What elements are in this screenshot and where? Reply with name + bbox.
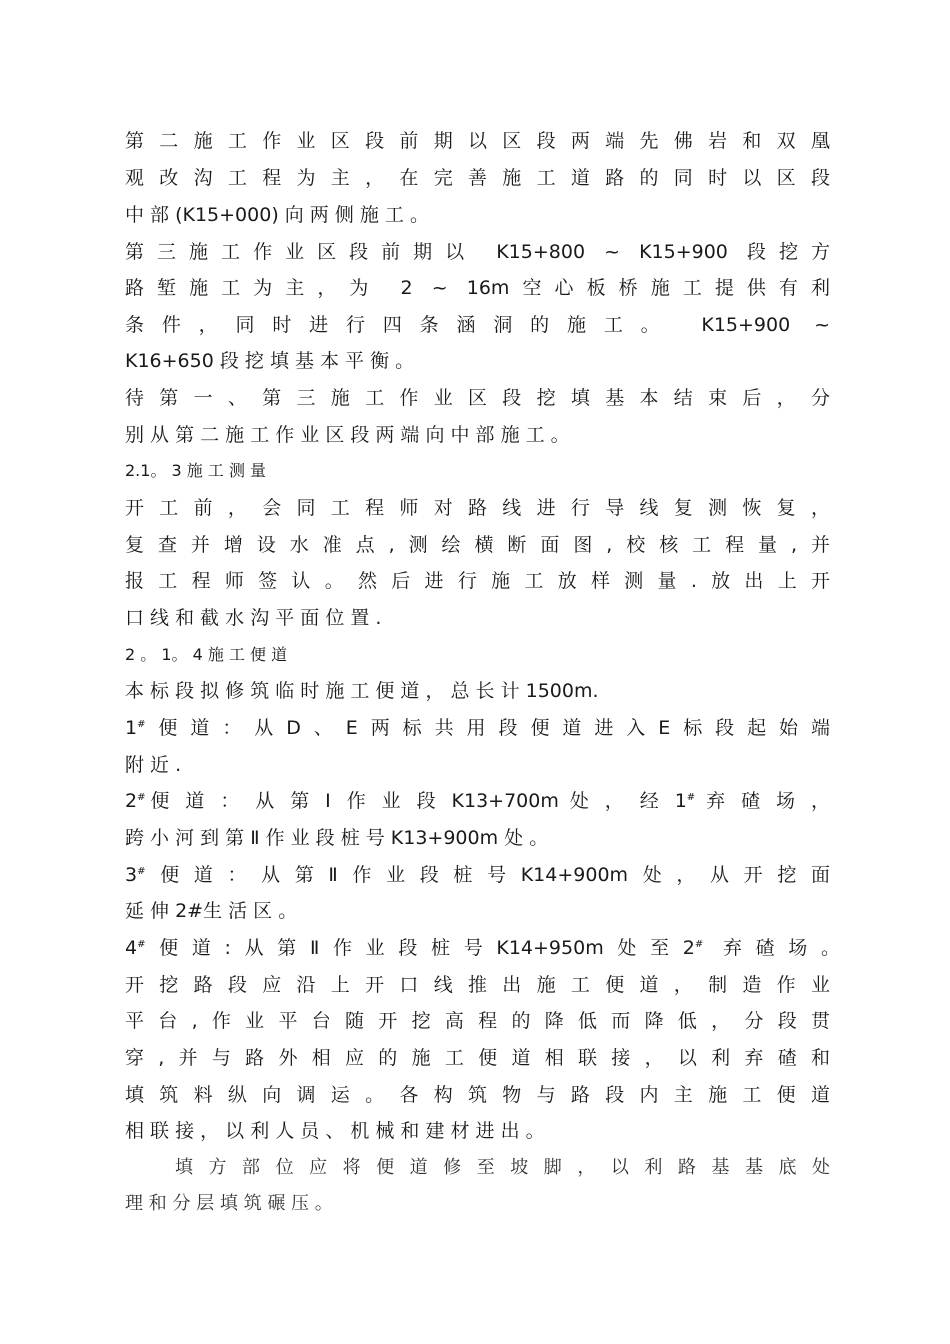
- paragraph-line: [125, 713, 830, 743]
- paragraph-line: 第三施工作业区段前期以 K15+800 ~ K15+900 段挖方: [125, 241, 830, 263]
- road-number: 4: [125, 937, 138, 959]
- paragraph-line: 口 线 和 截 水 沟 平 面 位 置 .: [125, 607, 382, 629]
- section-heading: 2 。 1。 4 施 工 便 道: [125, 645, 288, 664]
- paragraph-line: 开挖路段应沿上开口线推出施工便道，制造作业: [125, 974, 830, 996]
- paragraph-line: 相 联 接 ， 以 利 人 员 、 机 械 和 建 材 进 出 。: [125, 1120, 545, 1142]
- road-number: 3: [125, 864, 138, 886]
- number-sign: #: [137, 866, 146, 877]
- paragraph-line: 报工程师签认。然后进行施工放样测量.放出上开: [125, 570, 830, 592]
- paragraph-line: [125, 786, 830, 816]
- dump-site-number: 2: [682, 937, 695, 959]
- section-heading: 2.1。 3 施 工 测 量: [125, 461, 267, 480]
- paragraph-line: 附 近 .: [125, 754, 182, 776]
- paragraph-line: 条件，同时进行四条涵洞的施工。 K15+900 ~: [125, 314, 830, 336]
- paragraph-line: 路堑施工为主，为 2 ~ 16m空心板桥施工提供有利: [125, 277, 830, 299]
- paragraph-line: K16+650 段 挖 填 基 本 平 衡 。: [125, 350, 415, 372]
- paragraph-line: 填方部位应将便道修至坡脚，以利路基基底处: [175, 1157, 830, 1178]
- line-text: 弃 碴 场 ，: [695, 790, 830, 812]
- road-number: 1: [125, 717, 138, 739]
- paragraph-line: 延 伸 2#生 活 区 。: [125, 900, 298, 922]
- number-sign: #: [137, 719, 146, 730]
- paragraph-line: 平台,作业平台随开挖高程的降低而降低，分段贯: [125, 1010, 830, 1032]
- paragraph-line: 开工前，会同工程师对路线进行导线复测恢复，: [125, 497, 830, 519]
- paragraph-line: 中 部 (K15+000) 向 两 侧 施 工 。: [125, 204, 429, 226]
- paragraph-line: [125, 933, 840, 963]
- line-text: 便道：从第Ⅱ作业段桩号K14+900m处，从开挖面: [145, 864, 830, 886]
- number-sign: #: [694, 939, 704, 950]
- paragraph-line: 本 标 段 拟 修 筑 临 时 施 工 便 道 ， 总 长 计 1500m.: [125, 680, 599, 702]
- paragraph-line: 穿,并与路外相应的施工便道相联接，以利弃碴和: [125, 1047, 830, 1069]
- paragraph-line: 观改沟工程为主，在完善施工道路的同时以区段: [125, 167, 830, 189]
- line-text: 便 道 ： 从 第 Ⅰ 作 业 段 K13+700m 处 ， 经: [145, 790, 675, 812]
- number-sign: #: [137, 939, 146, 950]
- paragraph-line: 理 和 分 层 填 筑 碾 压 。: [125, 1193, 333, 1214]
- dump-site-number: 1: [674, 790, 687, 812]
- line-text: 便道：从D、E两标共用段便道进入E标段起始端: [145, 717, 830, 739]
- paragraph-line: 待第一、第三施工作业区段挖填基本结束后，分: [125, 387, 830, 409]
- paragraph-line: 复查并增设水准点,测绘横断面图,校核工程量,并: [125, 534, 830, 556]
- line-text: 弃碴场。: [703, 937, 840, 959]
- line-text: 便道:从第Ⅱ作业段桩号K14+950m处至: [145, 937, 683, 959]
- paragraph-line: 跨 小 河 到 第 Ⅱ 作 业 段 桩 号 K13+900m 处 。: [125, 827, 549, 849]
- paragraph-line: 填筑料纵向调运。各构筑物与路段内主施工便道: [125, 1084, 830, 1106]
- paragraph-line: 第二施工作业区段前期以区段两端先佛岩和双凰: [125, 130, 830, 152]
- number-sign: #: [686, 792, 696, 803]
- number-sign: #: [137, 792, 146, 803]
- road-number: 2: [125, 790, 138, 812]
- paragraph-line: 别 从 第 二 施 工 作 业 区 段 两 端 向 中 部 施 工 。: [125, 424, 570, 446]
- paragraph-line: [125, 860, 830, 890]
